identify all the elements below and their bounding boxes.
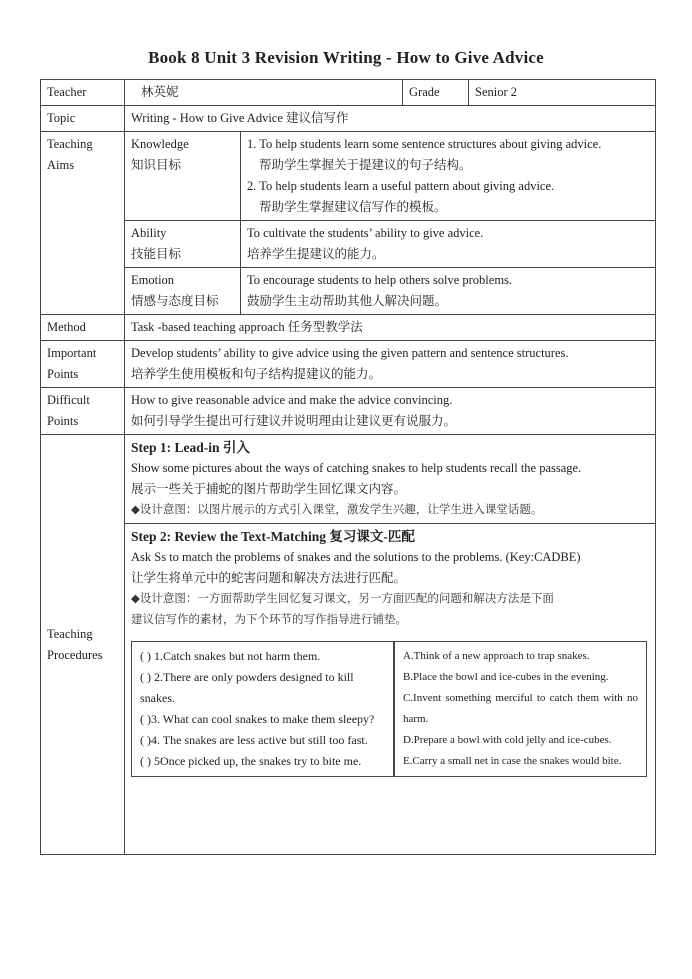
grade-value: Senior 2 (469, 80, 656, 106)
step2-design-note-line1: ◆设计意图：一方面帮助学生回忆复习课文，另一方面匹配的问题和解决方法是下面 (131, 593, 554, 605)
step2-content (125, 524, 656, 855)
difficult-label-line2: Points (47, 414, 79, 428)
teaching-aims-label-line2: Aims (47, 158, 75, 172)
step1-title: Step 1: Lead-in 引入 (131, 440, 250, 455)
difficult-text-cn: 如何引导学生提出可行建议并说明理由让建议更有说服力。 (131, 414, 457, 428)
teaching-aims-label-line1: Teaching (47, 137, 93, 151)
matching-exercise (131, 641, 647, 777)
step2-text-en: Ask Ss to match the problems of snakes and the solutions to the problems. (Key:CADBE) (131, 550, 581, 564)
step1-text-en: Show some pictures about the ways of catching snakes to help students recall the passage. (131, 461, 582, 475)
teaching-procedures-label (41, 435, 125, 855)
solution-item: D.Prepare a bowl with cold jelly and ice-cubes. (402, 734, 612, 746)
problems-box (131, 641, 394, 777)
solution-item: A.Think of a new approach to trap snakes. (402, 650, 590, 662)
knowledge-item1-en: 1. To help students learn some sentence structures about giving advice. (247, 137, 602, 151)
emotion-label (125, 268, 241, 315)
teaching-aims-label (41, 132, 125, 315)
emotion-text-cn: 鼓励学生主动帮助其他人解决问题。 (247, 294, 448, 308)
important-text-en: Develop students’ ability to give advice using the given pattern and sentence structures. (131, 346, 569, 360)
important-points-label (41, 341, 125, 388)
method-label: Method (41, 315, 125, 341)
grade-label: Grade (403, 80, 469, 106)
ability-label-en: Ability (131, 226, 167, 240)
solution-item: C.Invent something merciful to catch them with no harm. (402, 692, 639, 725)
difficult-points-row (41, 388, 656, 435)
procedures-step1-row (41, 435, 656, 524)
step2-design-note-line2: 建议信写作的素材，为下个环节的写作指导进行铺垫。 (131, 614, 407, 626)
teacher-value: 林英妮 (125, 80, 403, 106)
difficult-label-line1: Difficult (47, 393, 90, 407)
procedures-label-line1: Teaching (47, 626, 93, 641)
problem-item: ( )3. What can cool snakes to make them sleepy? (140, 712, 375, 726)
knowledge-content (241, 132, 656, 221)
ability-text-cn: 培养学生提建议的能力。 (247, 247, 385, 261)
topic-label: Topic (41, 106, 125, 132)
solutions-box (394, 641, 647, 777)
teacher-row (41, 80, 656, 106)
aims-ability-row (41, 221, 656, 268)
procedures-label-line2: Procedures (47, 647, 103, 662)
problem-item: ( ) 1.Catch snakes but not harm them. (140, 649, 321, 663)
ability-label (125, 221, 241, 268)
knowledge-label-en: Knowledge (131, 137, 189, 151)
difficult-text-en: How to give reasonable advice and make the advice convincing. (131, 393, 453, 407)
step2-text-cn: 让学生将单元中的蛇害问题和解决方法进行匹配。 (131, 571, 407, 585)
knowledge-label (125, 132, 241, 221)
step1-text-cn: 展示一些关于捕蛇的图片帮助学生回忆课文内容。 (131, 482, 407, 496)
ability-content (241, 221, 656, 268)
method-value: Task -based teaching approach 任务型教学法 (125, 315, 656, 341)
difficult-points-label (41, 388, 125, 435)
knowledge-label-cn: 知识目标 (131, 158, 182, 172)
emotion-label-cn: 情感与态度目标 (131, 294, 219, 308)
knowledge-item2-cn: 帮助学生掌握建议信写作的模板。 (259, 200, 447, 214)
solution-item: E.Carry a small net in case the snakes would bite. (402, 755, 622, 767)
step2-title: Step 2: Review the Text-Matching 复习课文-匹配 (131, 529, 415, 544)
ability-text-en: To cultivate the students’ ability to give advice. (247, 226, 484, 240)
important-label-line1: Important (47, 346, 97, 360)
important-label-line2: Points (47, 367, 79, 381)
knowledge-item2-en: 2. To help students learn a useful pattern about giving advice. (247, 179, 555, 193)
emotion-label-en: Emotion (131, 273, 175, 287)
emotion-text-en: To encourage students to help others solve problems. (247, 273, 513, 287)
lesson-plan-table (40, 79, 656, 855)
solution-item: B.Place the bowl and ice-cubes in the evening. (402, 671, 609, 683)
important-text-cn: 培养学生使用模板和句子结构提建议的能力。 (131, 367, 382, 381)
method-row (41, 315, 656, 341)
knowledge-item1-cn: 帮助学生掌握关于提建议的句子结构。 (259, 158, 472, 172)
teacher-label: Teacher (41, 80, 125, 106)
emotion-content (241, 268, 656, 315)
topic-row (41, 106, 656, 132)
document-title: Book 8 Unit 3 Revision Writing - How to Give Advice (148, 48, 544, 67)
aims-emotion-row (41, 268, 656, 315)
procedures-step2-row (41, 524, 656, 855)
step1-content (125, 435, 656, 524)
problem-item: ( ) 5Once picked up, the snakes try to bite me. (140, 754, 362, 768)
ability-label-cn: 技能目标 (131, 247, 182, 261)
topic-value: Writing - How to Give Advice 建议信写作 (125, 106, 656, 132)
step1-design-note: ◆设计意图：以图片展示的方式引入课堂，激发学生兴趣，让学生进入课堂话题。 (131, 504, 543, 516)
important-points-content (125, 341, 656, 388)
problem-item: ( ) 2.There are only powders designed to kill snakes. (140, 670, 354, 705)
problem-item: ( )4. The snakes are less active but still too fast. (140, 733, 368, 747)
aims-knowledge-row (41, 132, 656, 221)
important-points-row (41, 341, 656, 388)
difficult-points-content (125, 388, 656, 435)
